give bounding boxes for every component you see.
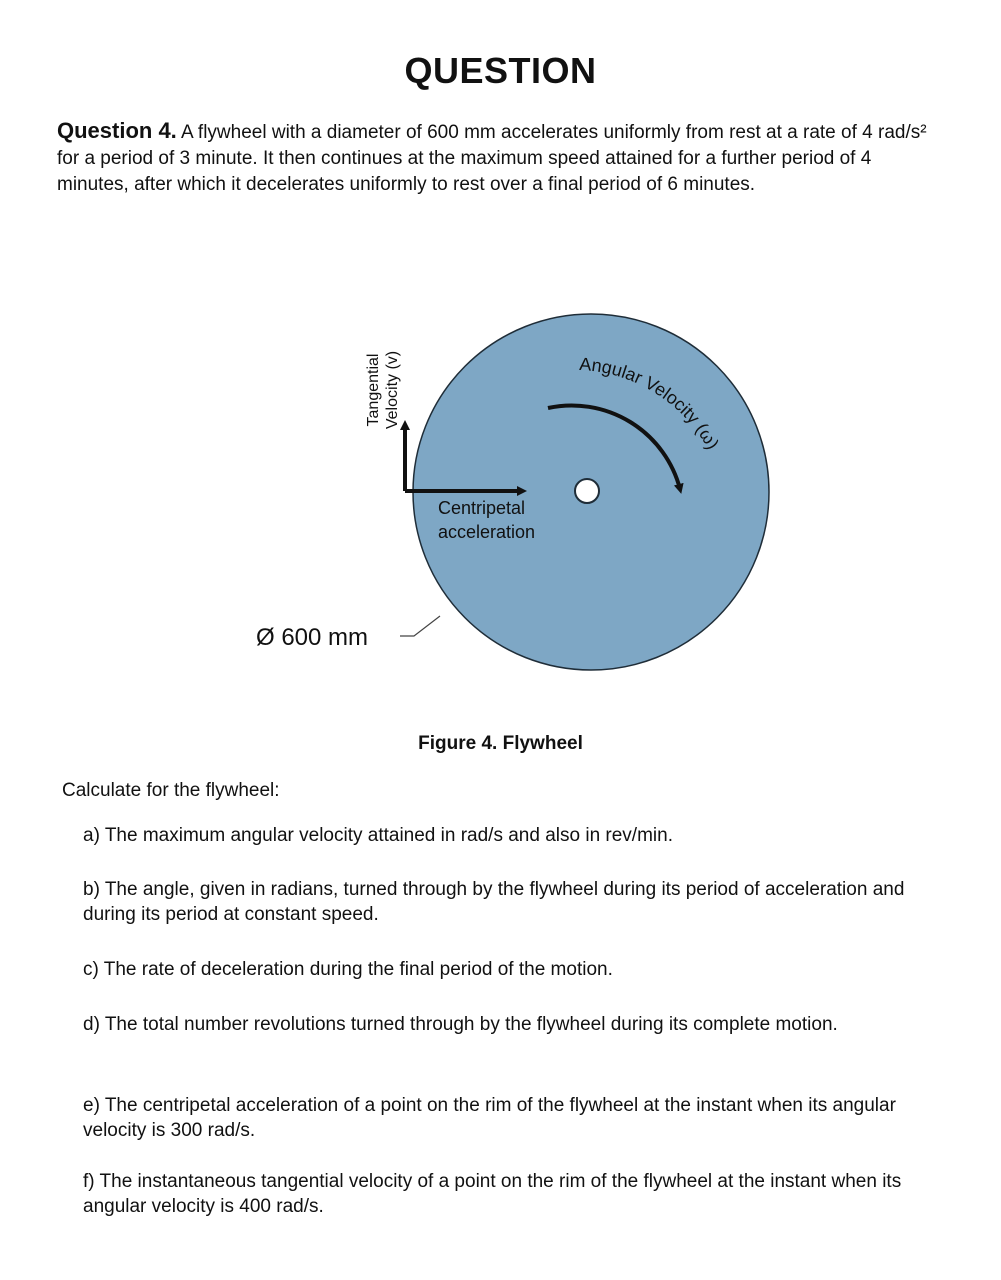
centripetal-label-line1: Centripetal [438,498,526,518]
question-part-d: d) The total number revolutions turned through by the flywheel during its complete motion. [83,1014,838,1035]
question-part-c: c) The rate of deceleration during the final period of the motion. [83,959,613,980]
page-heading: QUESTION [404,50,597,91]
question-part-a: a) The maximum angular velocity attained in rad/s and also in rev/min. [83,825,673,846]
figure-caption: Figure 4. Flywheel [418,733,583,754]
tangential-label-line2: Velocity (v) [384,350,401,430]
diameter-leader-line [400,616,440,636]
question-part-f: f) The instantaneous tangential velocity of a point on the rim of the flywheel at the instant when its angular velocity is 400 rad/s. [83,1171,902,1217]
angular-velocity-textpath: Angular Velocity (ω) [578,353,723,453]
tangential-label-line1: Tangential [365,353,382,427]
flywheel-figure [0,290,1001,710]
diameter-label: Ø 600 mm [256,624,369,651]
hub-circle [575,479,599,503]
calculate-intro: Calculate for the flywheel: [62,780,280,801]
question-part-e: e) The centripetal acceleration of a point on the rim of the flywheel at the instant when its angular velocity is 300 rad/s. [83,1095,896,1141]
question-part-b: b) The angle, given in radians, turned through by the flywheel during its period of acceleration and during its period at constant speed. [83,879,905,925]
centripetal-label-line2: acceleration [438,522,536,542]
question-statement [57,118,937,198]
question-label: Question 4. [57,118,177,143]
question-text: A flywheel with a diameter of 600 mm accelerates uniformly from rest at a rate of 4 rad/s² for a period of 3 minute. It then continues at the maximum speed attained for a further period of 4 minutes, after which it decelerates uniformly to rest over a final period of 6 minutes. [57,122,927,195]
